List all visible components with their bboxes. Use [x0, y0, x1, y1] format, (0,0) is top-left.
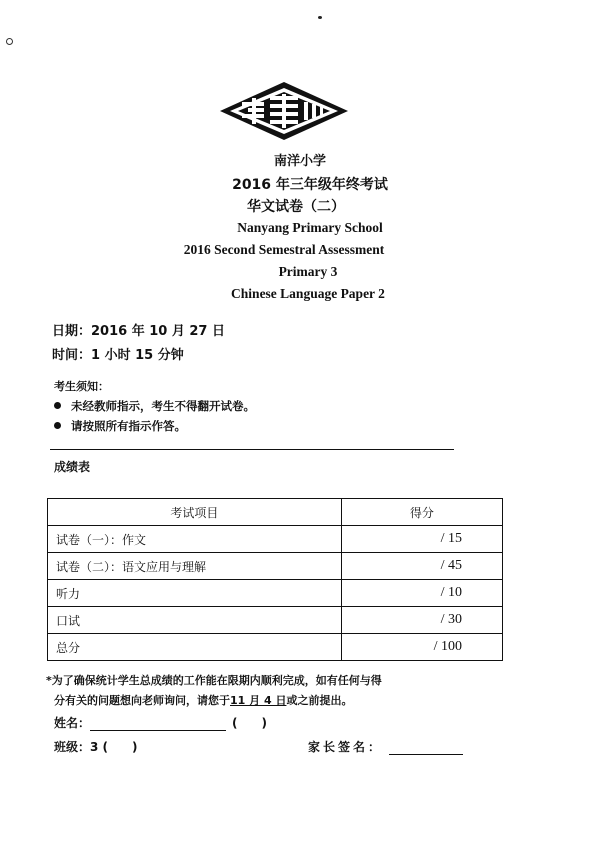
index-number-field[interactable]: ( ): [232, 716, 267, 730]
score-table: [47, 498, 503, 661]
paper-title-en: Chinese Language Paper 2: [231, 286, 385, 301]
row-score: / 30: [341, 607, 502, 634]
column-header-item: 考试项目: [48, 499, 342, 526]
table-header-row: [48, 499, 503, 526]
exam-date: 日期：2016 年 10 月 27 日: [52, 324, 225, 339]
student-class-row: [54, 738, 138, 755]
parent-signature-row: [308, 738, 463, 755]
deadline-date: 11 月 4 日: [230, 694, 287, 707]
parent-signature-label: 家长签名：: [308, 740, 384, 754]
row-item: 试卷（二）：语文应用与理解: [48, 553, 342, 580]
column-header-score: 得分: [341, 499, 502, 526]
table-row: [48, 634, 503, 661]
school-name-en: Nanyang Primary School: [237, 220, 383, 235]
paper-title-cn: 华文试卷（二）: [247, 199, 345, 215]
footnote-text: 或之前提出。: [286, 694, 353, 707]
bullet-icon: [54, 402, 61, 409]
table-row: [48, 553, 503, 580]
row-item: 总分: [48, 634, 342, 661]
footnote-line: [54, 692, 352, 708]
row-score: / 15: [341, 526, 502, 553]
exam-title-en: 2016 Second Semestral Assessment: [183, 242, 385, 257]
row-item: 口试: [48, 607, 342, 634]
table-row: [48, 607, 503, 634]
exam-duration: 时间：1 小时 15 分钟: [52, 348, 184, 363]
scan-speck: [318, 16, 322, 19]
footnote-line: *为了确保统计学生总成绩的工作能在限期内顺利完成，如有任何与得: [46, 674, 382, 687]
name-field[interactable]: [90, 718, 226, 731]
row-score: / 10: [341, 580, 502, 607]
table-row: [48, 580, 503, 607]
instruction-item: [54, 398, 255, 414]
student-name-row: [54, 714, 267, 731]
class-field[interactable]: 班级：3 ( ): [54, 740, 138, 754]
divider: [50, 449, 454, 450]
instruction-text: 未经教师指示，考生不得翻开试卷。: [71, 399, 255, 413]
school-name-cn: 南洋小学: [273, 154, 326, 169]
row-item: 试卷（一）：作文: [48, 526, 342, 553]
name-label: 姓名：: [54, 716, 91, 730]
instructions-title: 考生须知：: [54, 380, 109, 393]
instruction-item: [54, 418, 186, 434]
scan-speck: [6, 38, 13, 45]
level-en: Primary 3: [278, 264, 338, 279]
footnote-text: 分有关的问题想向老师询问，请您于: [54, 694, 230, 707]
exam-title-cn: 2016 年三年级年终考试: [232, 177, 388, 193]
instruction-text: 请按照所有指示作答。: [71, 419, 186, 433]
table-row: [48, 526, 503, 553]
bullet-icon: [54, 422, 61, 429]
parent-signature-field[interactable]: [389, 742, 463, 755]
row-score: / 100: [341, 634, 502, 661]
score-section-title: 成绩表: [54, 460, 91, 474]
row-score: / 45: [341, 553, 502, 580]
school-logo: [218, 80, 350, 142]
row-item: 听力: [48, 580, 342, 607]
